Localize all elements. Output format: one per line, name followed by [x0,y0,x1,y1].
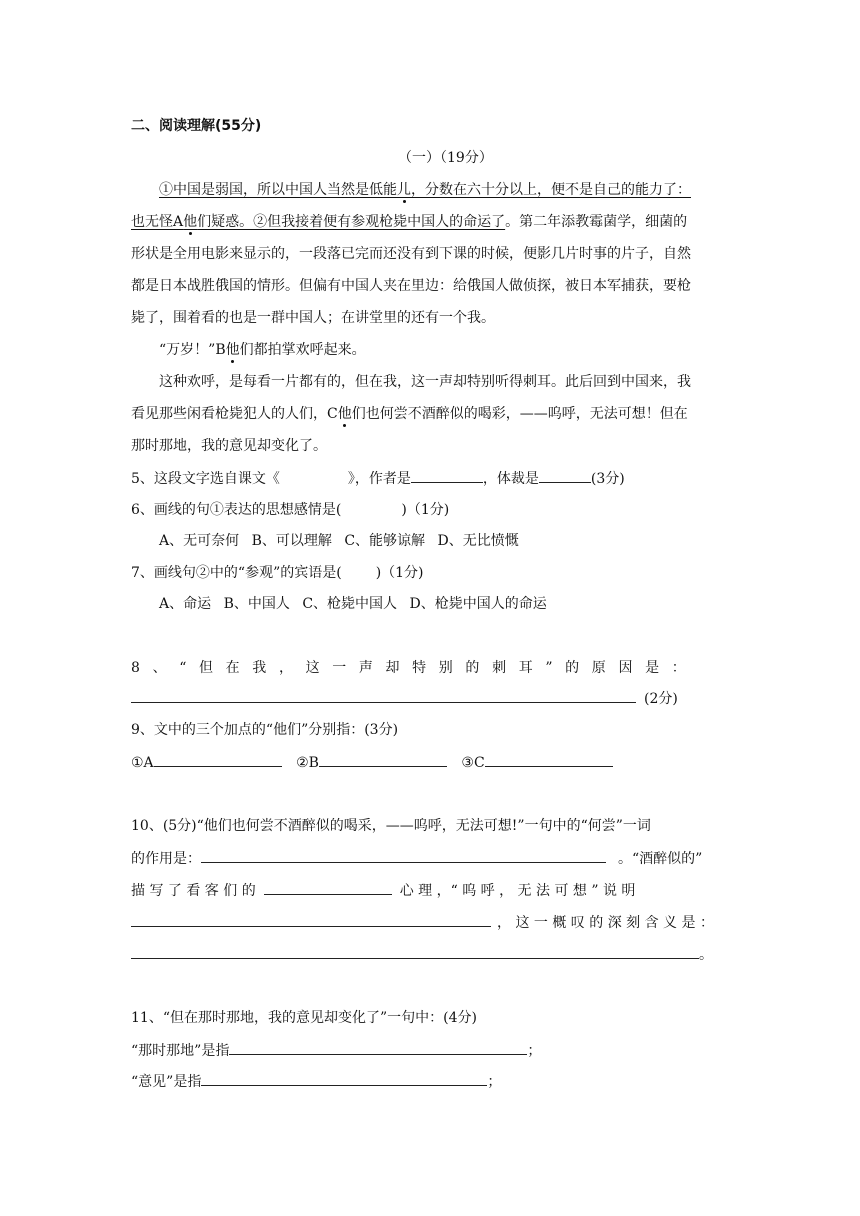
q11-line-a [131,1040,541,1061]
q10-text: 。 [699,947,713,963]
q7-option-c[interactable]: C、枪毙中国人 [302,596,398,612]
dotted-char-b: 他 [225,342,240,358]
q6-option-d[interactable]: D、无比愤慨 [437,533,519,549]
q8-char: 8 [131,660,140,676]
q5-text: 》，作者是 [347,471,411,487]
passage-line-4: 都是日本战胜俄国的情形。但偏有中国人夹在里边：给俄国人做侦探，被日本军捕获，要枪 [131,278,691,294]
q8-answer-line [131,688,678,709]
q8-char: 这 [305,660,320,676]
q11-line-b [131,1071,501,1092]
q6-option-b[interactable]: B、可以理解 [251,533,332,549]
passage-text: 们都拍掌欢呼起来。 [239,342,366,358]
q10-blank-psychology[interactable] [264,880,392,895]
q9-label-a: ①A [131,755,154,771]
q6-option-c[interactable]: C、能够谅解 [344,533,426,549]
q8-char: 声 [358,660,373,676]
q11-blank-b[interactable] [201,1071,487,1086]
q11-label-a: “那时那地”是指 [131,1043,230,1059]
q6-option-a[interactable]: A、无可奈何 [159,533,240,549]
q7-options [159,594,555,614]
q8-points: (2分) [644,691,678,707]
q8-char: ” [545,660,553,676]
q8-char: “ [179,660,187,676]
q8-char: 在 [225,660,240,676]
q11-text: ； [527,1043,542,1059]
q8-char: 刺 [492,660,507,676]
q9-label-b: ②B [296,755,319,771]
passage-line-1 [159,180,691,200]
q5-points: (3分) [590,471,625,487]
q8-char: 的 [565,660,580,676]
q10-text: 。“酒醉似的” [618,851,703,867]
sentence-1-part-c: 也无怪A [131,214,184,230]
q10-text: 心 理 ，“ 呜 呼 ， 无 法 可 想 ” 说 明 [399,883,636,899]
q8-char: 别 [438,660,453,676]
q9-blank-a[interactable] [154,752,282,767]
q10-text: ， 这 一 概 叹 的 深 刻 含 义 是 ： [497,915,714,931]
q11-blank-a[interactable] [229,1040,527,1055]
sub-title: （一）（19分） [398,150,493,166]
passage-line-7: 这种欢呼，是每看一片都有的，但在我，这一声却特别听得刺耳。此后回到中国来，我 [159,374,691,390]
q6-stem: 6、画线的句①表达的思想感情是( [131,502,342,518]
q11-label-b: “意见”是指 [131,1074,202,1090]
q6-points: )（1分) [401,502,450,518]
passage-line-3: 形状是全用电影来显示的，一段落已完而还没有到下课的时候，便影几片时事的片子，自然 [131,246,691,262]
question-5 [131,468,625,489]
q5-text: ，体裁是 [482,471,539,487]
passage-line-6 [159,340,366,360]
passage-line-8 [131,404,688,424]
q8-char: 耳 [518,660,533,676]
q7-stem: 7、画线句②中的“参观”的宾语是( [131,565,342,581]
dotted-char-c: 他 [337,406,352,422]
q8-answer-blank[interactable] [131,688,636,703]
question-10-line-5 [131,944,713,965]
q8-char: ： [671,660,686,676]
q8-char: 但 [199,660,214,676]
section-title: 二、阅读理解(55分) [131,118,262,134]
passage-line-2 [131,212,687,232]
q8-char: 原 [591,660,606,676]
q9-answers [131,752,613,773]
sentence-1-part-a: ①中国是弱国，所以中国人当然是低能 [159,182,397,198]
q9-blank-b[interactable] [319,752,447,767]
question-8-stem [131,658,686,678]
question-6 [131,500,449,520]
q8-char: 、 [152,660,167,676]
dotted-char-a: 他 [183,214,198,230]
q7-option-b[interactable]: B、中国人 [223,596,290,612]
q8-char: 我 [252,660,267,676]
question-10-line-4 [131,912,714,933]
q8-char: ， [278,660,293,676]
q7-option-d[interactable]: D、枪毙中国人的命运 [409,596,547,612]
q10-text: 描 写 了 看 客 们 的 [131,883,256,899]
passage-text: 。第二年添教霉菌学，细菌的 [505,214,688,230]
q8-char: 因 [618,660,633,676]
q11-text: ； [487,1074,502,1090]
q8-char: 特 [412,660,427,676]
question-11: 11、“但在那时那地，我的意见却变化了”一句中：(4分) [131,1010,477,1026]
q8-char: 却 [385,660,400,676]
q9-label-c: ③C [461,755,485,771]
sentence-1-part-b: ，分数在六十分以上，便不是自己的能力了： [411,182,691,198]
passage-text: 看见那些闲看枪毙犯人的人们，C [131,406,338,422]
dotted-char: 儿 [397,182,411,198]
question-7 [131,563,424,583]
q7-option-a[interactable]: A、命运 [159,596,212,612]
q10-blank-meaning[interactable] [131,944,699,959]
q6-options [159,531,527,551]
question-9: 9、文中的三个加点的“他们”分别指：(3分) [131,722,399,738]
q5-genre-blank[interactable] [539,468,591,483]
q8-char: 是 [645,660,660,676]
passage-text: “万岁！”B [159,342,226,358]
question-10-line-1: 10、(5分)“他们也何尝不酒醉似的喝采，——呜呼，无法可想!”一句中的“何尝”一词 [131,818,651,834]
sentence-2: 们疑惑。②但我接着便有参观枪毙中国人的命运了 [197,214,506,230]
passage-text: 们也何尝不酒醉似的喝彩，——呜呼，无法可想！但在 [351,406,688,422]
q5-author-blank[interactable] [411,468,483,483]
q8-char: 一 [332,660,347,676]
q8-char: 的 [465,660,480,676]
q10-blank-shows[interactable] [131,912,491,927]
q5-text: 5、这段文字选自课文《 [131,471,280,487]
passage-line-5: 毙了，围着看的也是一群中国人；在讲堂里的还有一个我。 [131,310,495,326]
question-10-line-2 [131,848,702,869]
q9-blank-c[interactable] [485,752,613,767]
passage-line-9: 那时那地，我的意见却变化了。 [131,438,327,454]
q7-points: )（1分) [375,565,424,581]
question-10-line-3 [131,880,635,901]
q10-blank-function[interactable] [201,848,606,863]
q10-text: 的作用是： [131,851,201,867]
